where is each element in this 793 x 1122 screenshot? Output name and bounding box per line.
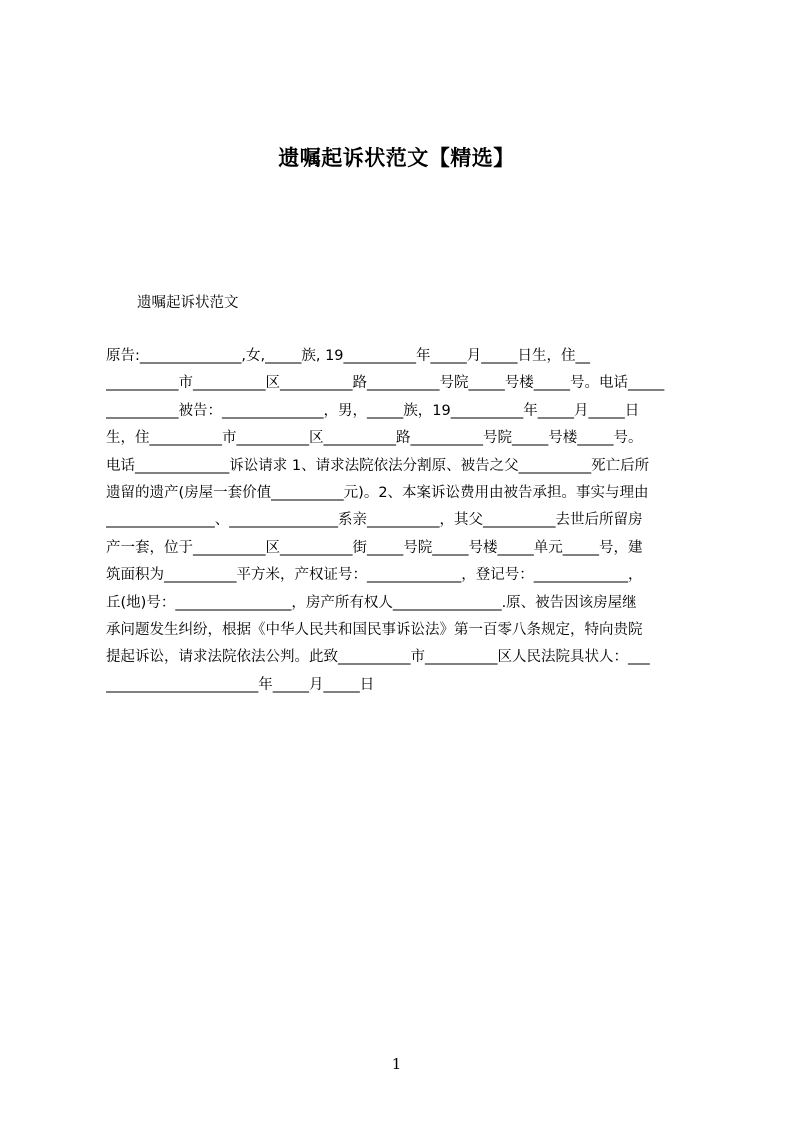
body-line: 电话_____________诉讼请求 1、请求法院依法分割原、被告之父__________死亡后所 <box>106 457 650 474</box>
document-subtitle: 遗嘱起诉状范文 <box>137 295 239 311</box>
document-body <box>106 343 698 699</box>
body-line: __________被告：______________，男，_____族，19__________年_____月_____日 <box>106 402 640 419</box>
body-line: __________市__________区__________路__________号院_____号楼_____号。电话_____ <box>106 375 665 392</box>
page-number: 1 <box>391 1055 402 1073</box>
body-line: _______________、_______________系亲__________，其父__________去世后所留房 <box>106 512 643 529</box>
body-line: 承问题发生纠纷，根据《中华人民共和国民事诉讼法》第一百零八条规定，特向贵院 <box>106 621 643 638</box>
body-line: 原告:______________,女,_____族, 19__________年_____月_____日生，住__ <box>106 348 591 364</box>
body-line: 遗留的遗产(房屋一套价值__________元)。2、本案诉讼费用由被告承担。事实与理由 <box>106 484 649 501</box>
body-line: 产一套，位于__________区__________街_____号院_____号楼_____单元_____号，建 <box>106 539 643 556</box>
document-title: 遗嘱起诉状范文【精选】 <box>278 146 515 170</box>
body-line: 丘(地)号：________________，房产所有权人_______________.原、被告因该房屋继 <box>106 594 637 611</box>
body-line: _____________________年_____月_____日 <box>106 676 375 693</box>
body-line: 生，住__________市__________区__________路__________号院_____号楼_____号。 <box>106 430 643 447</box>
body-line: 提起诉讼，请求法院依法公判。此致__________市__________区人民法院具状人：___ <box>106 649 650 666</box>
body-line: 筑面积为__________平方米，产权证号：_____________，登记号：_____________， <box>106 567 643 584</box>
